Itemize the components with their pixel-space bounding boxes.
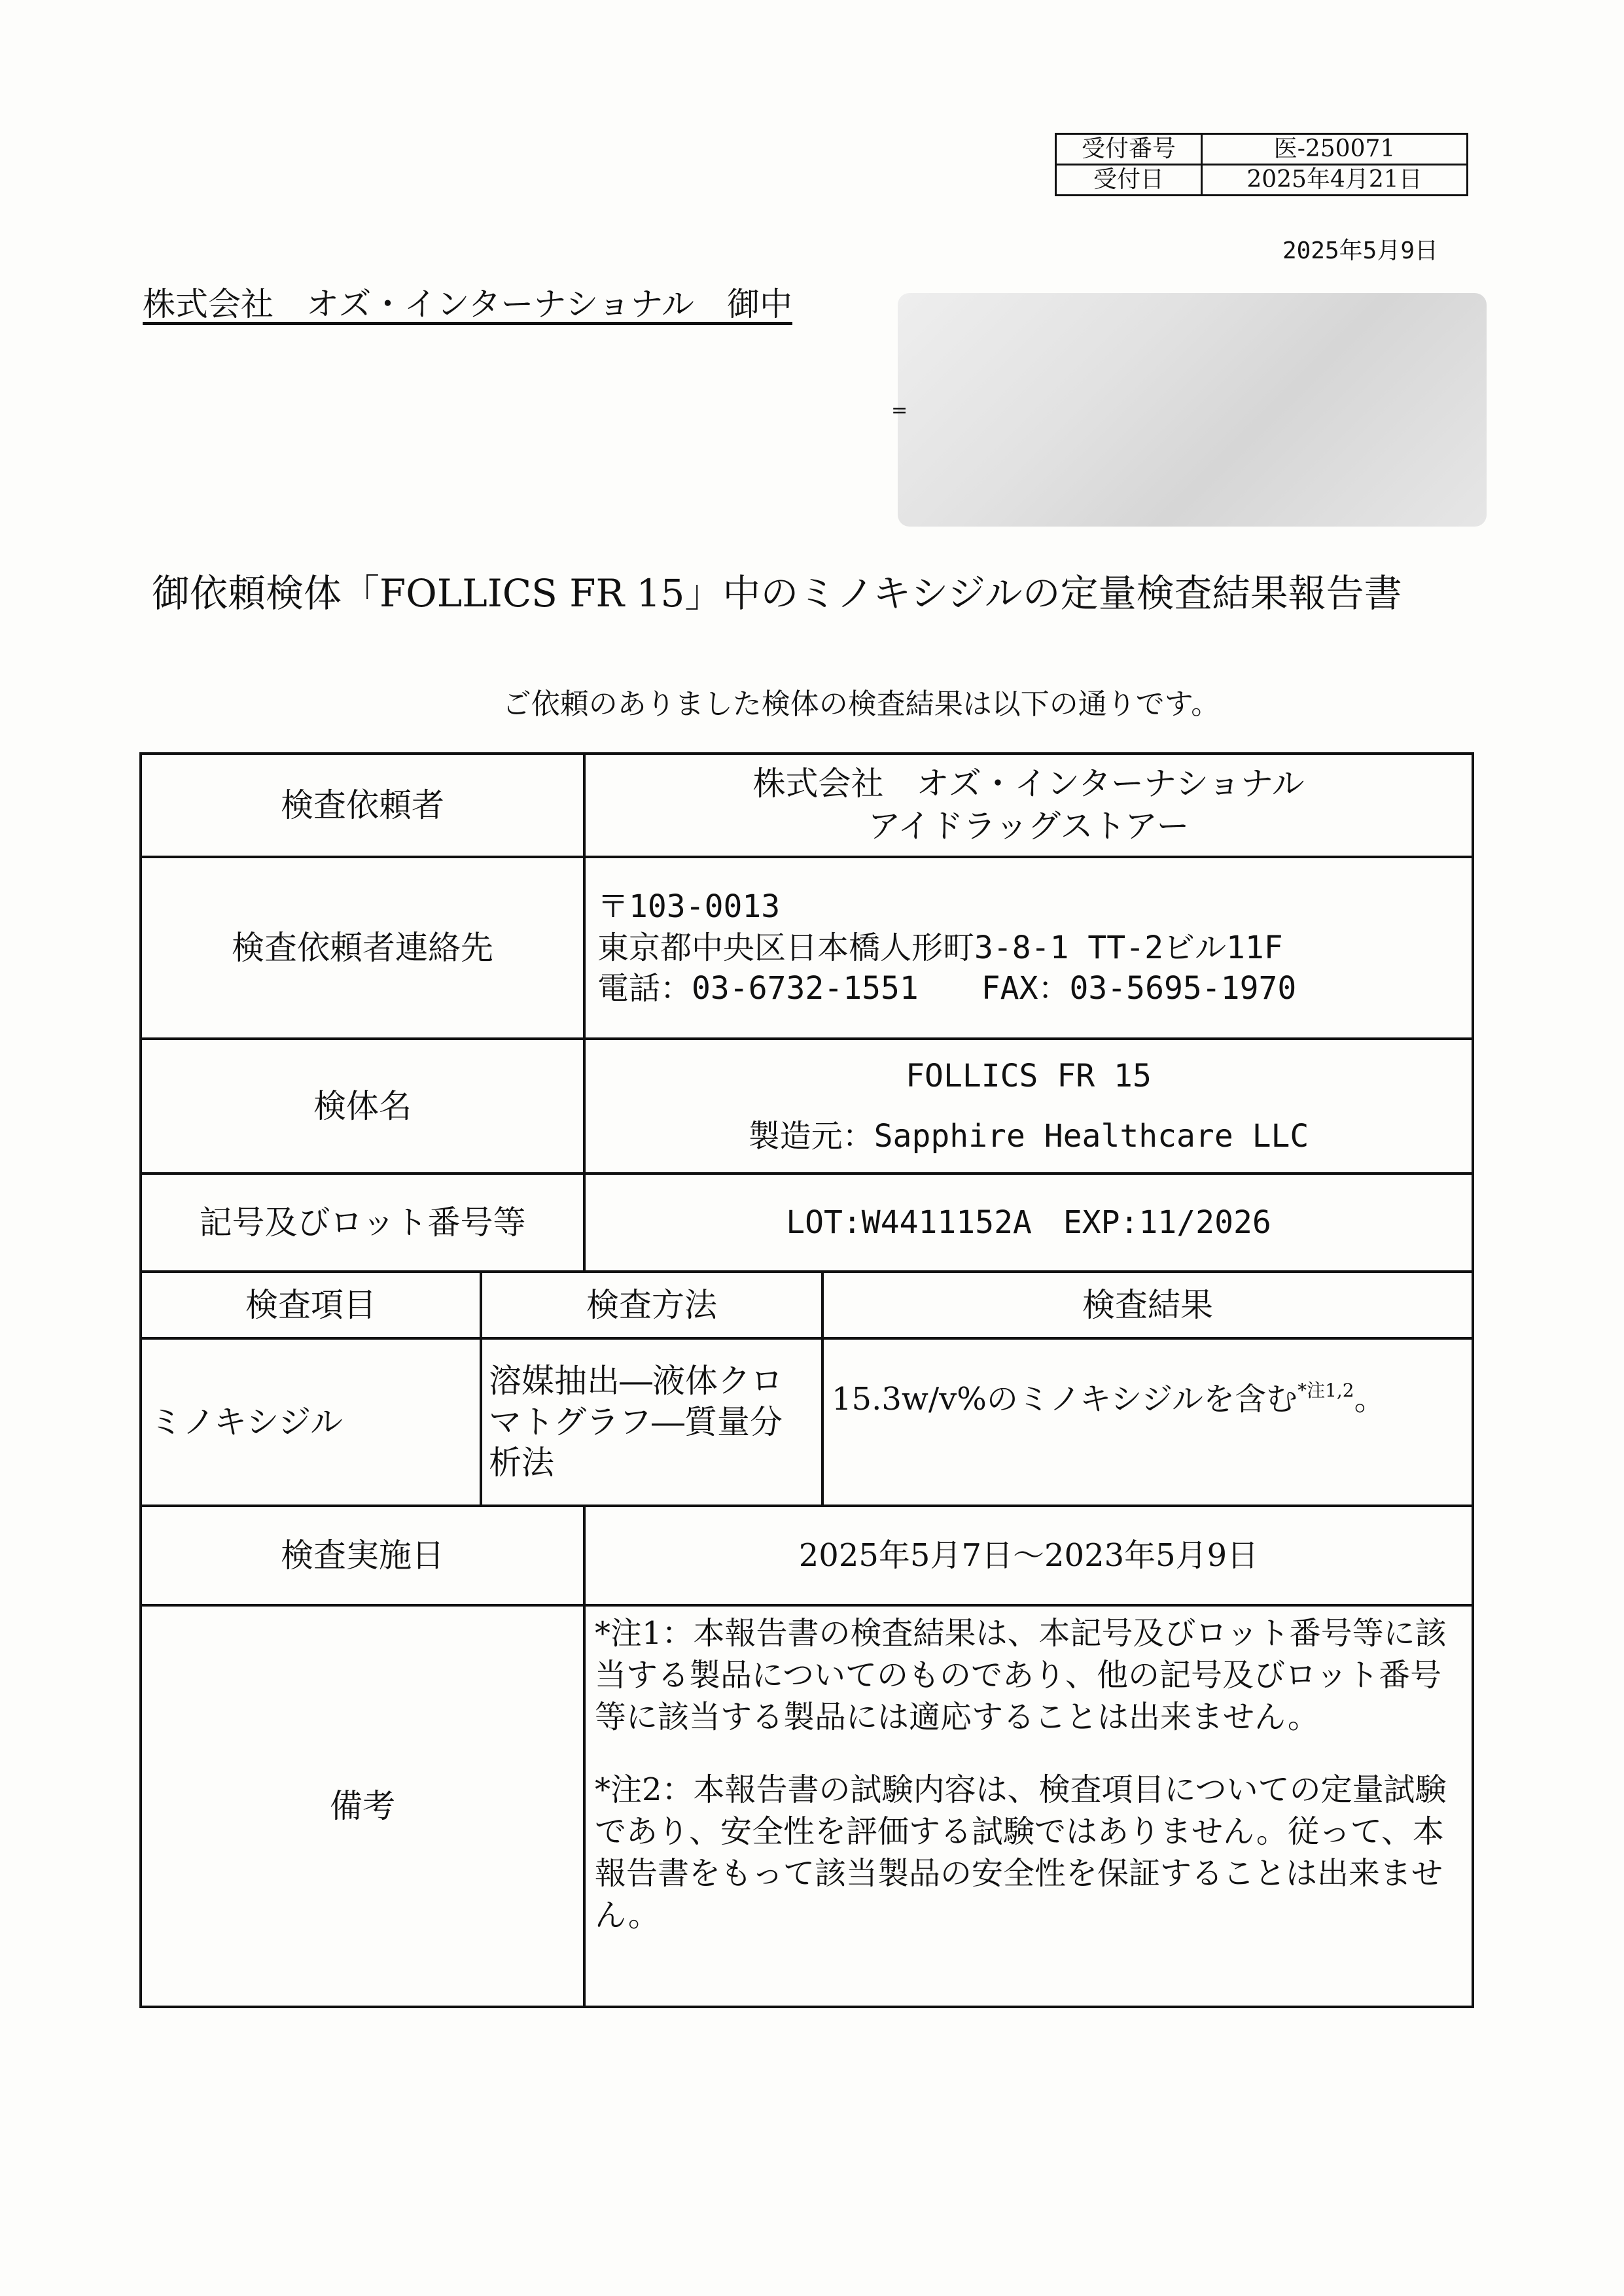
test-result-text: 15.3w/v%のミノキシジルを含む [832, 1381, 1298, 1418]
requester-value [586, 755, 1472, 856]
contact-phone: 電話：03-6732-1551 FAX：03-5695-1970 [597, 970, 1297, 1007]
reception-date-label: 受付日 [1056, 165, 1202, 196]
remarks-note2: *注2：本報告書の試験内容は、検査項目についての定量試験であり、安全性を評価する試験ではありません。従って、本報告書をもって該当製品の安全性を保証することは出来ません。 [595, 1771, 1447, 1934]
test-method: 溶媒抽出―液体クロマトグラフ―質量分析法 [482, 1340, 824, 1505]
addressee: 株式会社 オズ・インターナショナル 御中 [143, 285, 792, 323]
row-contact [142, 858, 1472, 1040]
row-lot [142, 1175, 1472, 1273]
reception-number-value: 医-250071 [1202, 134, 1468, 165]
test-date-value: 2025年5月7日～2023年5月9日 [798, 1537, 1259, 1574]
test-result-tail: 。 [1354, 1381, 1386, 1418]
reception-box [1055, 133, 1468, 196]
sample-value [586, 1040, 1472, 1172]
requester-line2: アイドラッグストアー [868, 807, 1190, 845]
requester-line1: 株式会社 オズ・インターナショナル [752, 765, 1305, 803]
col-result-header: 検査結果 [1082, 1285, 1213, 1324]
test-item: ミノキシジル [142, 1340, 482, 1505]
requester-label: 検査依頼者 [142, 755, 586, 856]
lot-value: LOT:W4411152A EXP:11/2026 [786, 1204, 1271, 1241]
issue-date: 2025年5月9日 [1282, 237, 1438, 264]
contact-label: 検査依頼者連絡先 [142, 858, 586, 1037]
sample-name: FOLLICS FR 15 [906, 1057, 1152, 1094]
row-sample [142, 1040, 1472, 1175]
test-result-note: *注1,2 [1297, 1380, 1354, 1401]
row-test-date [142, 1507, 1472, 1607]
row-column-headers [142, 1273, 1472, 1340]
results-table [139, 752, 1474, 2008]
remarks-label: 備考 [142, 1607, 586, 2006]
row-remarks [142, 1607, 1472, 2006]
contact-address: 東京都中央区日本橋人形町3-8-1 TT-2ビル11F [597, 929, 1283, 966]
redacted-area [898, 293, 1487, 527]
report-title: 御依頼検体「FOLLICS FR 15」中のミノキシジルの定量検査結果報告書 [152, 571, 1402, 616]
contact-postal: 〒103-0013 [597, 888, 781, 926]
sample-maker: 製造元：Sapphire Healthcare LLC [748, 1118, 1309, 1155]
remarks-value [586, 1607, 1472, 2006]
col-item-header: 検査項目 [142, 1273, 482, 1337]
contact-value [586, 858, 1472, 1037]
test-date-label: 検査実施日 [142, 1507, 586, 1604]
remarks-note1: *注1：本報告書の検査結果は、本記号及びロット番号等に該当する製品についてのものであり、他の記号及びロット番号等に該当する製品には適応することは出来ません。 [595, 1615, 1447, 1735]
lot-label: 記号及びロット番号等 [142, 1175, 586, 1270]
redaction-mark: = [891, 399, 908, 422]
reception-date-value: 2025年4月21日 [1202, 165, 1468, 196]
row-test-item [142, 1340, 1472, 1507]
intro-text: ご依頼のありました検体の検査結果は以下の通りです。 [502, 687, 1220, 721]
reception-number-label: 受付番号 [1056, 134, 1202, 165]
col-method-header: 検査方法 [482, 1273, 824, 1337]
test-result [824, 1340, 1472, 1505]
sample-label: 検体名 [142, 1040, 586, 1172]
row-requester [142, 755, 1472, 858]
